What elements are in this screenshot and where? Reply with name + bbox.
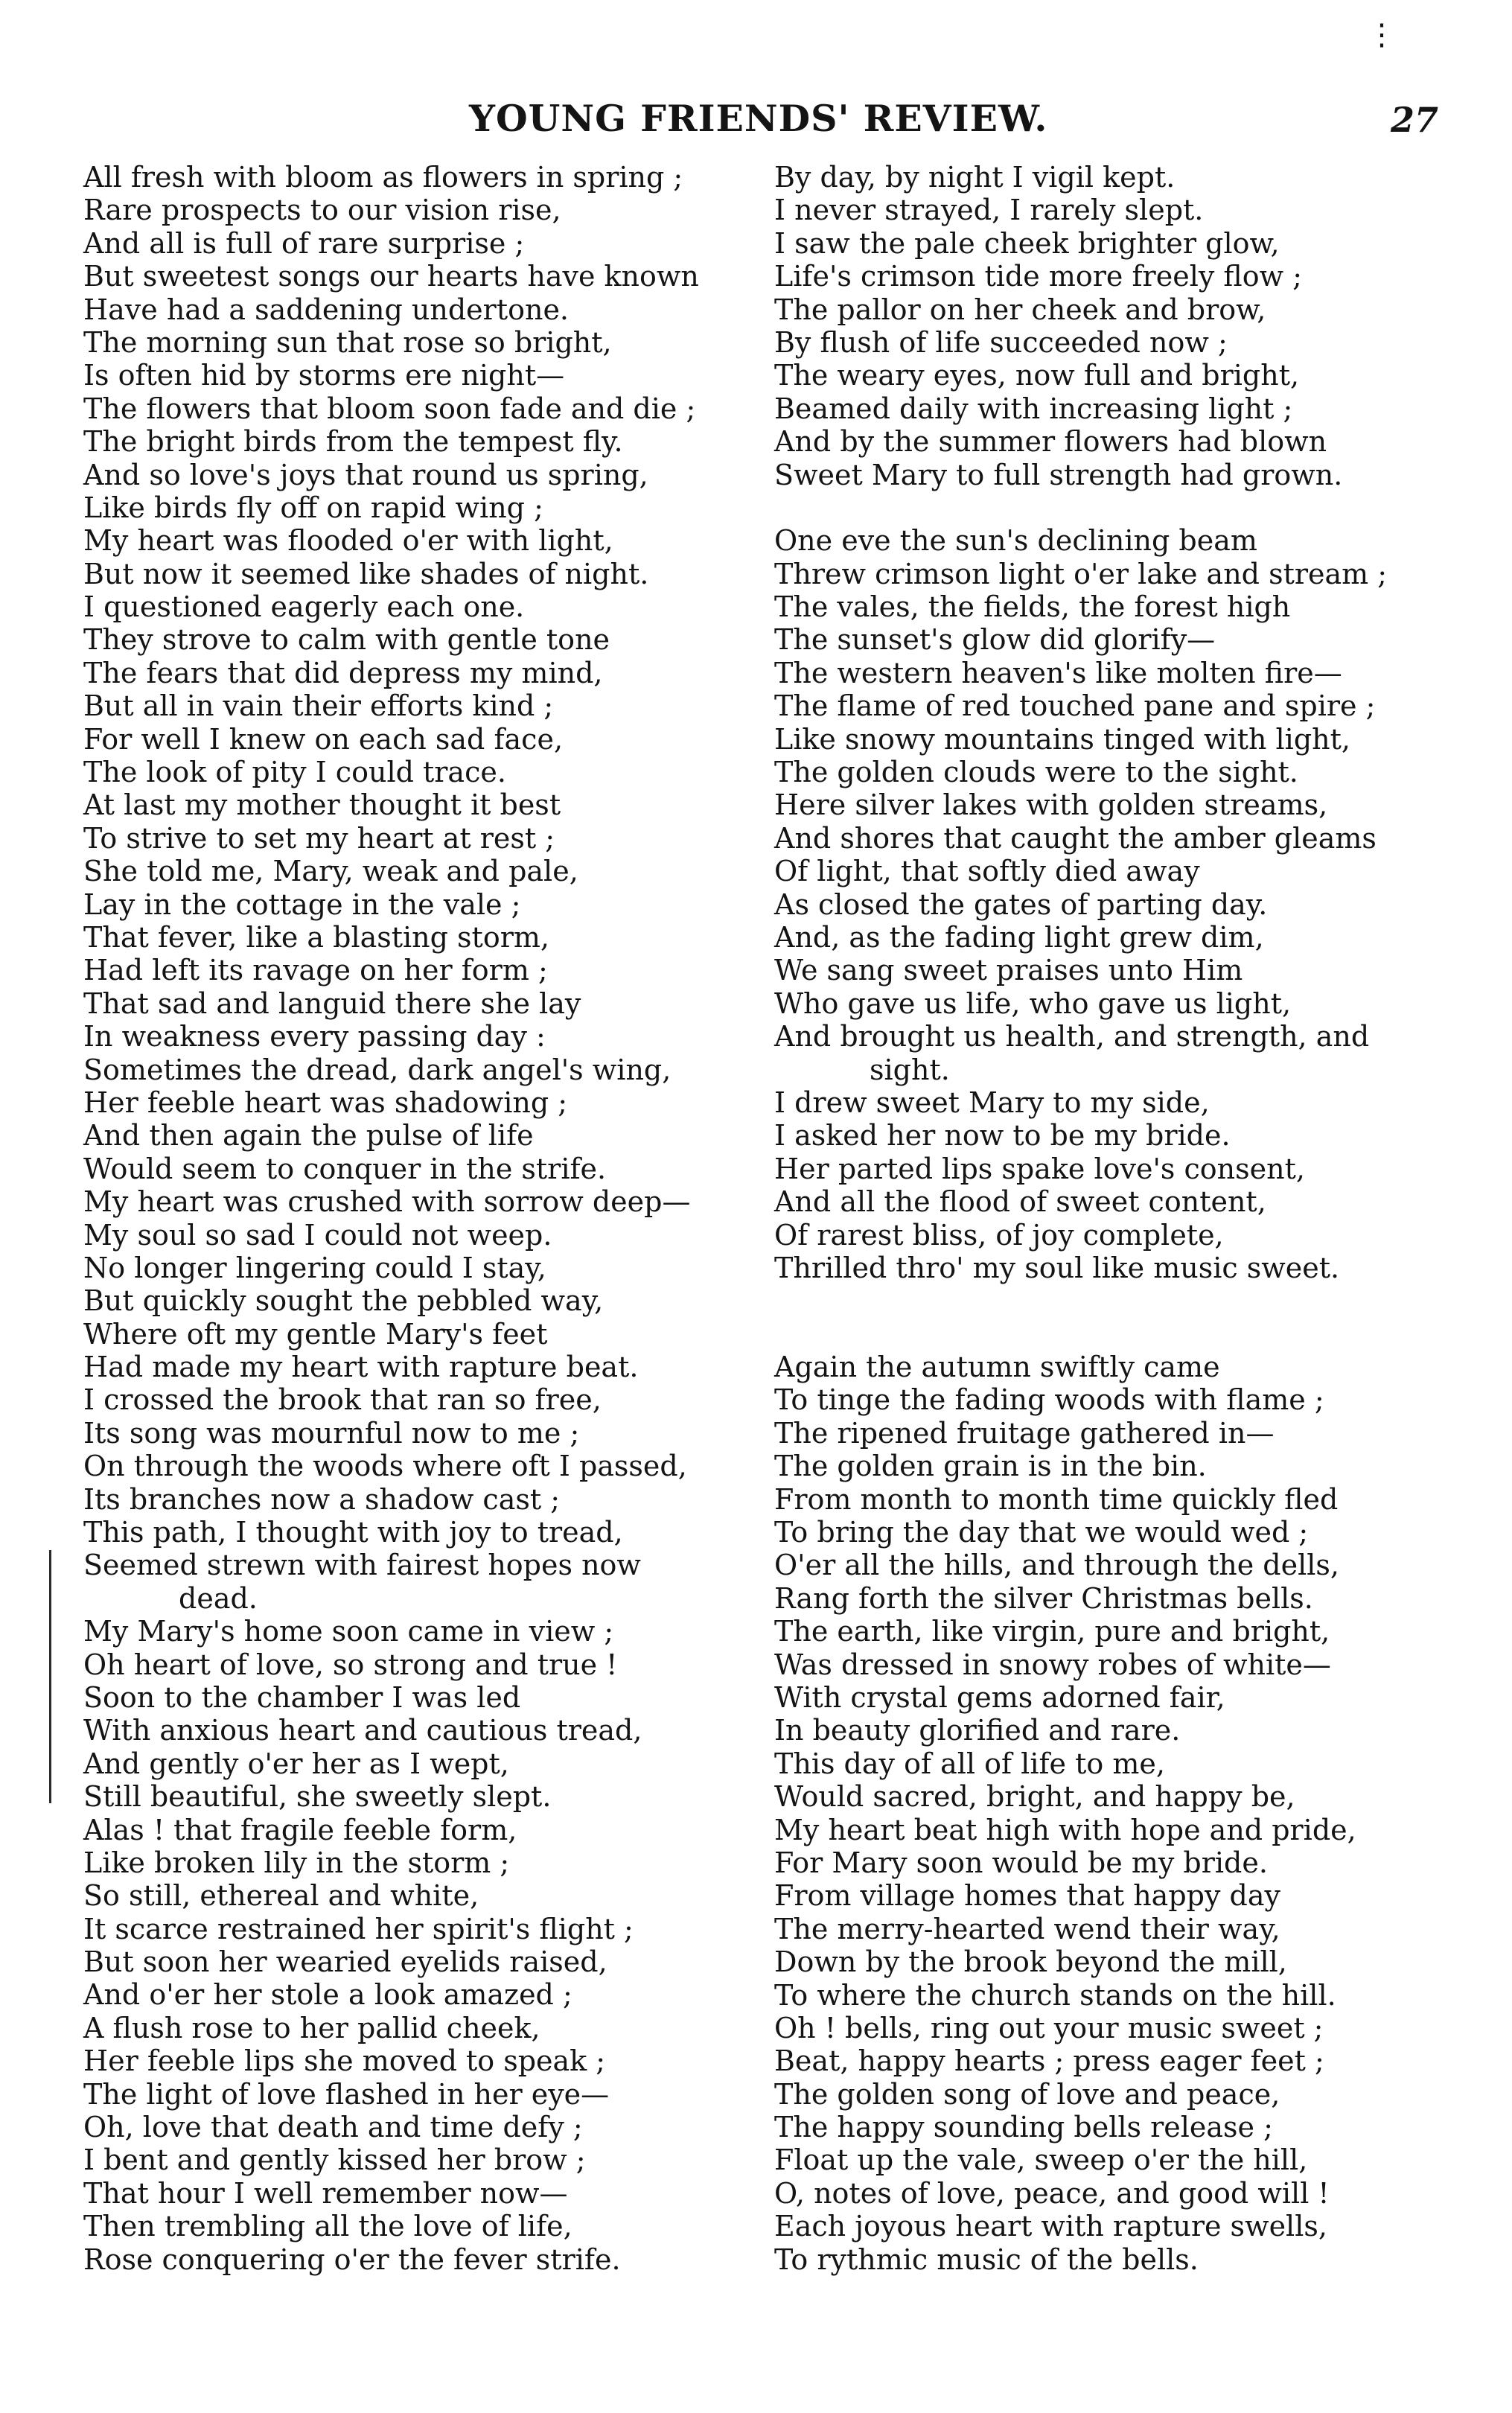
- poem-line: Like birds fly off on rapid wing ;: [83, 491, 543, 524]
- poem-line: And then again the pulse of life: [83, 1119, 534, 1153]
- poem-line: But all in vain their efforts kind ;: [83, 689, 554, 723]
- poem-line: To bring the day that we would wed ;: [774, 1516, 1309, 1549]
- poem-line: At last my mother thought it best: [83, 788, 561, 822]
- poem-line: By flush of life succeeded now ;: [774, 325, 1228, 359]
- poem-line: And gently o'er her as I wept,: [83, 1747, 509, 1780]
- poem-line: On through the woods where oft I passed,: [83, 1450, 687, 1483]
- poem-line: Life's crimson tide more freely flow ;: [774, 260, 1303, 293]
- poem-line: And, as the fading light grew dim,: [774, 920, 1264, 954]
- poem-line: Was dressed in snowy robes of white—: [774, 1648, 1331, 1681]
- poem-line: Where oft my gentle Mary's feet: [83, 1317, 548, 1351]
- poem-line: The light of love flashed in her eye—: [83, 2077, 610, 2111]
- poem-line: They strove to calm with gentle tone: [83, 623, 610, 657]
- poem-line: It scarce restrained her spirit's flight ;: [83, 1912, 634, 1945]
- poem-line: O, notes of love, peace, and good will !: [774, 2176, 1330, 2210]
- poem-line: To rythmic music of the bells.: [774, 2243, 1199, 2276]
- poem-line: Threw crimson light o'er lake and stream ;: [774, 557, 1388, 590]
- poem-line: Sometimes the dread, dark angel's wing,: [83, 1053, 672, 1086]
- poem-line: The golden grain is in the bin.: [774, 1450, 1207, 1483]
- poem-line: Sweet Mary to full strength had grown.: [774, 458, 1343, 491]
- poem-line: For Mary soon would be my bride.: [774, 1846, 1268, 1879]
- poem-line: Down by the brook beyond the mill,: [774, 1945, 1287, 1979]
- poem-line: I bent and gently kissed her brow ;: [83, 2143, 586, 2177]
- poem-line: The morning sun that rose so bright,: [83, 325, 612, 359]
- poem-line: The golden clouds were to the sight.: [774, 756, 1298, 789]
- poem-line: Rose conquering o'er the fever strife.: [83, 2243, 621, 2276]
- poem-line: This day of all of life to me,: [774, 1747, 1165, 1780]
- poem-line: Is often hid by storms ere night—: [83, 359, 565, 392]
- poem-line: The golden song of love and peace,: [774, 2077, 1280, 2111]
- poem-line: In weakness every passing day :: [83, 1020, 546, 1054]
- poem-line: She told me, Mary, weak and pale,: [83, 855, 578, 888]
- poem-line: But quickly sought the pebbled way,: [83, 1284, 604, 1318]
- poem-line: Float up the vale, sweep o'er the hill,: [774, 2143, 1308, 2177]
- poem-line: The weary eyes, now full and bright,: [774, 359, 1300, 392]
- poem-line: I drew sweet Mary to my side,: [774, 1086, 1210, 1119]
- poem-line: My heart beat high with hope and pride,: [774, 1813, 1356, 1846]
- poem-line: Beamed daily with increasing light ;: [774, 392, 1293, 425]
- poem-line: Had left its ravage on her form ;: [83, 954, 548, 987]
- poem-line: Had made my heart with rapture beat.: [83, 1351, 639, 1384]
- poem-line: Of rarest bliss, of joy complete,: [774, 1218, 1224, 1252]
- poem-line: My soul so sad I could not weep.: [83, 1218, 552, 1252]
- poem-line-continuation: sight.: [870, 1053, 950, 1086]
- poem-line: The bright birds from the tempest fly.: [83, 425, 623, 459]
- poem-line: To tinge the fading woods with flame ;: [774, 1383, 1324, 1417]
- poem-line: And o'er her stole a look amazed ;: [83, 1978, 572, 2012]
- poem-line: One eve the sun's declining beam: [774, 524, 1257, 558]
- poem-line: My heart was flooded o'er with light,: [83, 524, 613, 558]
- poem-line: I saw the pale cheek brighter glow,: [774, 226, 1280, 260]
- poem-line: The flowers that bloom soon fade and die ;: [83, 392, 696, 425]
- poem-line: So still, ethereal and white,: [83, 1879, 479, 1913]
- poem-line: From village homes that happy day: [774, 1879, 1280, 1913]
- poem-line: With crystal gems adorned fair,: [774, 1680, 1225, 1714]
- poem-line: Of light, that softly died away: [774, 855, 1200, 888]
- journal-title: YOUNG FRIENDS' REVIEW.: [469, 97, 1048, 140]
- poem-line: Rang forth the silver Christmas bells.: [774, 1581, 1313, 1615]
- poem-line: I questioned eagerly each one.: [83, 590, 525, 624]
- poem-line: In beauty glorified and rare.: [774, 1714, 1181, 1747]
- poem-line: Thrilled thro' my soul like music sweet.: [774, 1251, 1340, 1284]
- poem-line: For well I knew on each sad face,: [83, 722, 564, 756]
- poem-line: Still beautiful, she sweetly slept.: [83, 1780, 552, 1814]
- poem-line: Her feeble lips she moved to speak ;: [83, 2044, 606, 2078]
- poem-line: And so love's joys that round us spring,: [83, 458, 648, 491]
- right-column: [774, 161, 1444, 2276]
- poem-line: Rare prospects to our vision rise,: [83, 194, 561, 227]
- poem-line: We sang sweet praises unto Him: [774, 954, 1243, 987]
- poem-line: I never strayed, I rarely slept.: [774, 194, 1204, 227]
- poem-line: Again the autumn swiftly came: [774, 1351, 1220, 1384]
- poem-line: But sweetest songs our hearts have known: [83, 260, 699, 293]
- poem-line: Each joyous heart with rapture swells,: [774, 2210, 1327, 2243]
- poem-line: Would sacred, bright, and happy be,: [774, 1780, 1295, 1814]
- poem-line: And all the flood of sweet content,: [774, 1185, 1266, 1219]
- poem-line: O'er all the hills, and through the dells,: [774, 1549, 1339, 1582]
- poem-line: The pallor on her cheek and brow,: [774, 293, 1266, 326]
- poem-line: Like broken lily in the storm ;: [83, 1846, 510, 1879]
- poem-line: Who gave us life, who gave us light,: [774, 986, 1292, 1020]
- poem-line: Its song was mournful now to me ;: [83, 1416, 580, 1450]
- poem-line: Here silver lakes with golden streams,: [774, 788, 1328, 822]
- poem-line: Then trembling all the love of life,: [83, 2210, 572, 2243]
- poem-line: No longer lingering could I stay,: [83, 1251, 546, 1284]
- poem-line: To strive to set my heart at rest ;: [83, 821, 555, 855]
- poem-line: All fresh with bloom as flowers in spring ;: [83, 161, 683, 194]
- margin-rule: [49, 1550, 51, 1803]
- poem-line: As closed the gates of parting day.: [774, 887, 1268, 921]
- left-column: [83, 161, 724, 2276]
- poem-line: I crossed the brook that ran so free,: [83, 1383, 602, 1417]
- poem-line: The ripened fruitage gathered in—: [774, 1416, 1275, 1450]
- poem-line: My Mary's home soon came in view ;: [83, 1615, 614, 1648]
- poem-line-continuation: dead.: [179, 1581, 258, 1615]
- page-number: 27: [1391, 100, 1439, 140]
- poem-line: The vales, the fields, the forest high: [774, 590, 1291, 624]
- poem-line: Her parted lips spake love's consent,: [774, 1152, 1305, 1185]
- stanza-break: [774, 1284, 1444, 1351]
- poem-line: To where the church stands on the hill.: [774, 1978, 1336, 2012]
- poem-line: Beat, happy hearts ; press eager feet ;: [774, 2044, 1324, 2078]
- poem-line: That sad and languid there she lay: [83, 986, 581, 1020]
- stanza-break: [774, 491, 1444, 524]
- poem-line: Oh ! bells, ring out your music sweet ;: [774, 2011, 1324, 2044]
- poem-line: And all is full of rare surprise ;: [83, 226, 525, 260]
- poem-line: A flush rose to her pallid cheek,: [83, 2011, 540, 2044]
- poem-line: The happy sounding bells release ;: [774, 2111, 1273, 2144]
- poem-line: The fears that did depress my mind,: [83, 656, 603, 689]
- poem-line: I asked her now to be my bride.: [774, 1119, 1231, 1153]
- poem-line: And shores that caught the amber gleams: [774, 821, 1377, 855]
- poem-line: But soon her wearied eyelids raised,: [83, 1945, 607, 1979]
- poem-line: This path, I thought with joy to tread,: [83, 1516, 623, 1549]
- poem-line: Her feeble heart was shadowing ;: [83, 1086, 568, 1119]
- printer-mark-icon: ⋮: [1367, 18, 1397, 52]
- poem-line: That hour I well remember now—: [83, 2176, 568, 2210]
- poem-line: Oh, love that death and time defy ;: [83, 2111, 583, 2144]
- poem-line: Soon to the chamber I was led: [83, 1680, 521, 1714]
- poem-line: Would seem to conquer in the strife.: [83, 1152, 607, 1185]
- running-head: [0, 91, 1512, 150]
- poem-line: That fever, like a blasting storm,: [83, 920, 549, 954]
- poem-line: Alas ! that fragile feeble form,: [83, 1813, 517, 1846]
- poem-line: The look of pity I could trace.: [83, 756, 506, 789]
- poem-line: From month to month time quickly fled: [774, 1482, 1339, 1516]
- poem-line: With anxious heart and cautious tread,: [83, 1714, 642, 1747]
- poem-line: Lay in the cottage in the vale ;: [83, 887, 521, 921]
- stanza-1: [774, 161, 1444, 491]
- stanza-2: [774, 524, 1444, 1284]
- poem-line: Seemed strewn with fairest hopes now: [83, 1549, 641, 1582]
- poem-line: And by the summer flowers had blown: [774, 425, 1327, 459]
- poem-line: By day, by night I vigil kept.: [774, 161, 1176, 194]
- poem-line: The flame of red touched pane and spire ;: [774, 689, 1376, 723]
- poem-line: Oh heart of love, so strong and true !: [83, 1648, 618, 1681]
- poem-line: Like snowy mountains tinged with light,: [774, 722, 1350, 756]
- poem-line: The merry-hearted wend their way,: [774, 1912, 1280, 1945]
- poem-line: Its branches now a shadow cast ;: [83, 1482, 561, 1516]
- poem-line: And brought us health, and strength, and: [774, 1020, 1370, 1054]
- poem-line: The western heaven's like molten fire—: [774, 656, 1342, 689]
- poem-line: The earth, like virgin, pure and bright,: [774, 1615, 1330, 1648]
- poem-line: My heart was crushed with sorrow deep—: [83, 1185, 691, 1219]
- poem-line: Have had a saddening undertone.: [83, 293, 570, 326]
- poem-line: But now it seemed like shades of night.: [83, 557, 649, 590]
- stanza-3: [774, 1351, 1444, 2276]
- poem-line: The sunset's glow did glorify—: [774, 623, 1216, 657]
